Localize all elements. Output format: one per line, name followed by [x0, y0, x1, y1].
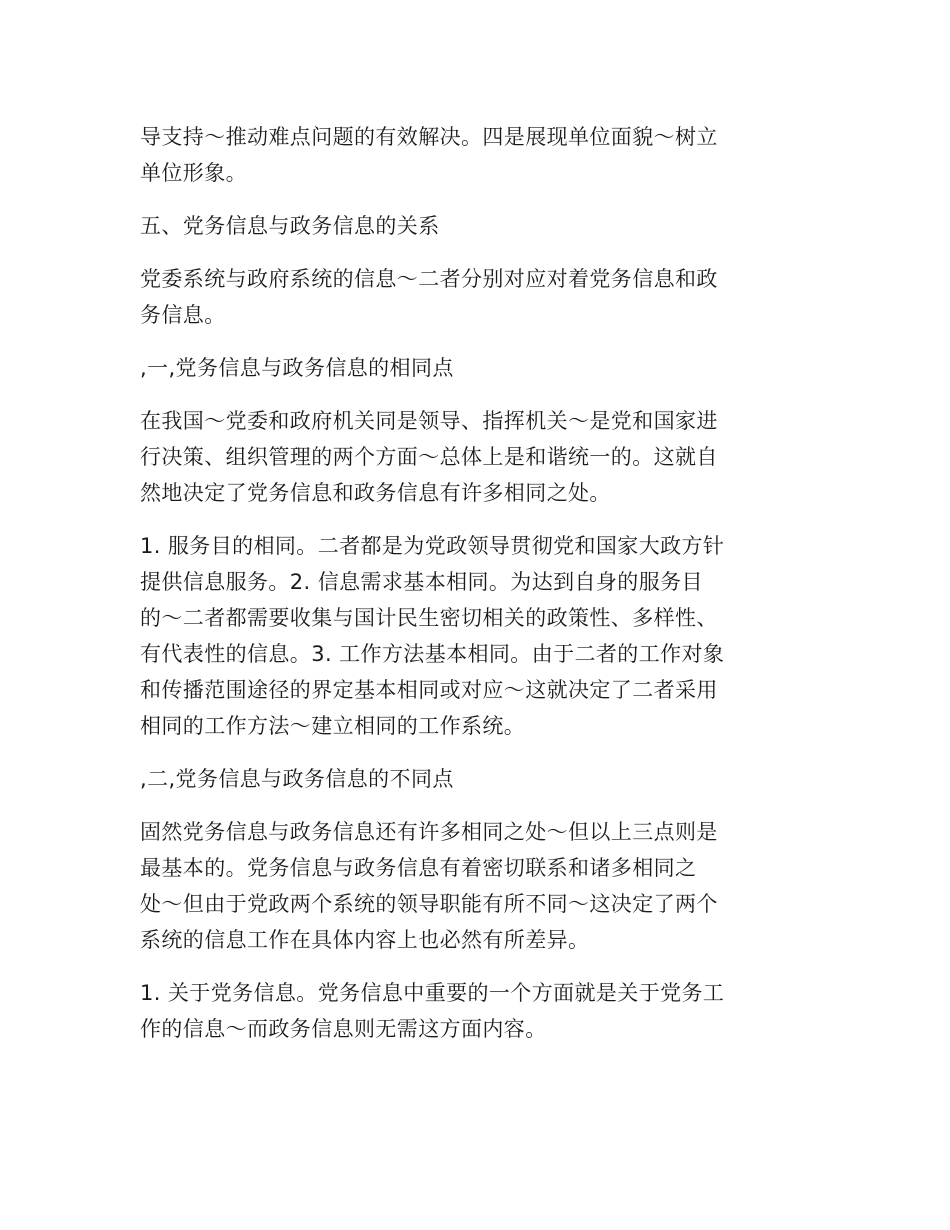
text-line: 导支持～推动难点问题的有效解决。四是展现单位面貌～树立 — [140, 125, 718, 149]
text-line: 1. 关于党务信息。党务信息中重要的一个方面就是关于党务工 — [140, 981, 725, 1005]
paragraph — [140, 814, 812, 958]
text-line: 最基本的。党务信息与政务信息有着密切联系和诸多相同之 — [140, 856, 697, 880]
text-line: 和传播范围途径的界定基本相同或对应～这就决定了二者采用 — [140, 678, 718, 702]
text-line: 在我国～党委和政府机关同是领导、指挥机关～是党和国家进 — [140, 409, 718, 433]
text-line: 提供信息服务。2. 信息需求基本相同。为达到自身的服务目 — [140, 570, 703, 594]
text-line: 固然党务信息与政务信息还有许多相同之处～但以上三点则是 — [140, 820, 718, 844]
text-line: 有代表性的信息。3. 工作方法基本相同。由于二者的工作对象 — [140, 642, 725, 666]
text-line: ,二,党务信息与政务信息的不同点 — [140, 767, 454, 791]
text-line: 五、党务信息与政务信息的关系 — [140, 214, 440, 238]
text-line: 相同的工作方法～建立相同的工作系统。 — [140, 714, 526, 738]
text-line: 党委系统与政府系统的信息～二者分别对应对着党务信息和政 — [140, 267, 718, 291]
subsection-heading — [140, 761, 812, 797]
paragraph-numbered — [140, 528, 812, 744]
text-line: 然地决定了党务信息和政务信息有许多相同之处。 — [140, 481, 611, 505]
subsection-heading — [140, 350, 812, 386]
paragraph — [140, 403, 812, 511]
document-body — [140, 119, 812, 1064]
text-line: 作的信息～而政务信息则无需这方面内容。 — [140, 1017, 547, 1041]
text-line: 务信息。 — [140, 303, 226, 327]
text-line: ,一,党务信息与政务信息的相同点 — [140, 356, 454, 380]
paragraph-numbered — [140, 975, 812, 1047]
text-line: 单位形象。 — [140, 161, 247, 185]
paragraph-continuation — [140, 119, 812, 191]
text-line: 处～但由于党政两个系统的领导职能有所不同～这决定了两个 — [140, 892, 718, 916]
paragraph — [140, 261, 812, 333]
text-line: 1. 服务目的相同。二者都是为党政领导贯彻党和国家大政方针 — [140, 534, 725, 558]
section-heading — [140, 208, 812, 244]
text-line: 系统的信息工作在具体内容上也必然有所差异。 — [140, 928, 590, 952]
text-line: 行决策、组织管理的两个方面～总体上是和谐统一的。这就自 — [140, 445, 718, 469]
text-line: 的～二者都需要收集与国计民生密切相关的政策性、多样性、 — [140, 606, 718, 630]
